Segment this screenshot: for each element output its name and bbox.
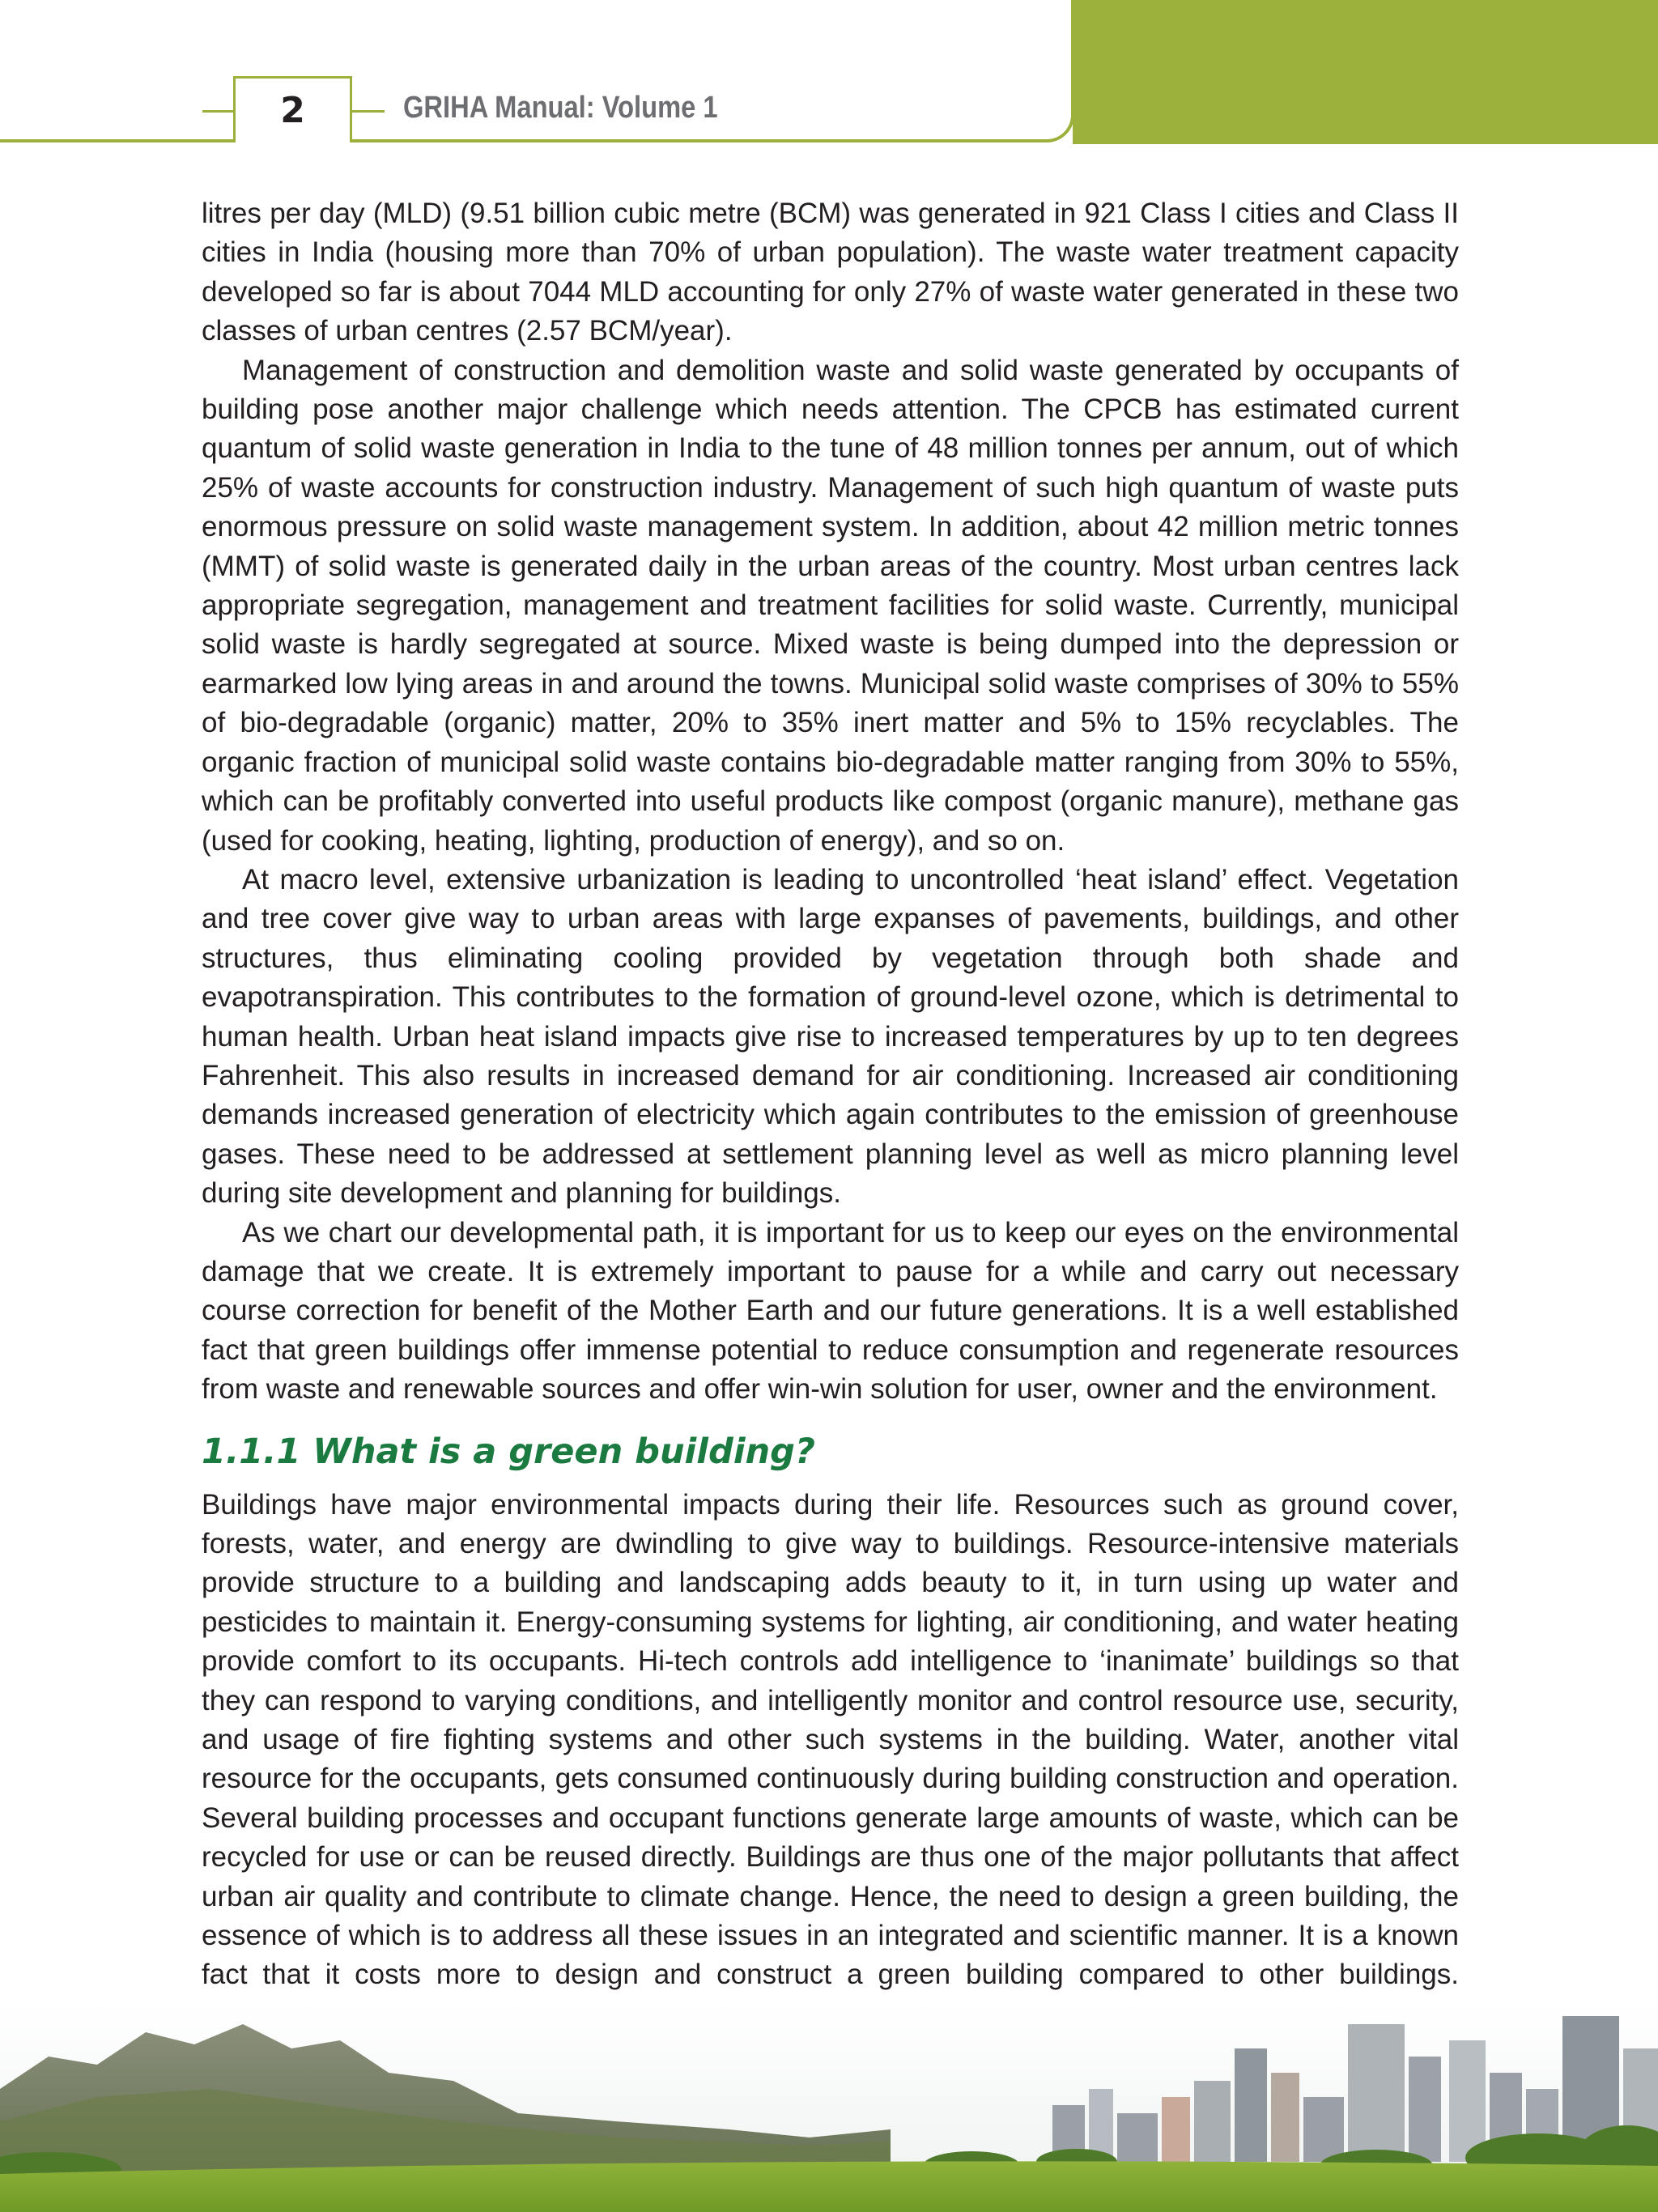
page-content bbox=[202, 194, 1459, 2034]
header-rule-mid bbox=[352, 110, 385, 113]
paragraph-4: As we chart our developmental path, it is important for us to keep our eyes on the environmental damage that we create. It is extremely important to pause for a while and carry out necessary course correction for benefit of the Mother Earth and our future generations. It is a well established fact that green buildings offer immense potential to reduce consumption and regenerate resources from waste and renewable sources and offer win-win solution for user, owner and the environment. bbox=[202, 1216, 1459, 1406]
header-green-band bbox=[1073, 0, 1658, 144]
paragraph-1: litres per day (MLD) (9.51 billion cubic metre (BCM) was generated in 921 Class I cities and Class II cities in India (housing more than 70% of urban population). The waste water treatment capacity developed so far is about 7044 MLD accounting for only 27% of waste water generated in these two classes of urban centres (2.57 BCM/year). bbox=[202, 198, 1459, 347]
grass-field bbox=[0, 2161, 1658, 2212]
header-rule-left bbox=[202, 110, 235, 113]
section-body: Buildings have major environmental impacts during their life. Resources such as ground cover, forests, water, and energy are dwindling to give way to buildings. Resource-intensive materials provide structure to a building and landscaping adds beauty to it, in turn using up water and pesticides to maintain it. Energy-consuming systems for lighting, air conditioning, and water heating provide comfort to its occupants. Hi-tech controls add intelligence to ‘inanimate’ buildings so that they can respond to varying conditions, and intelligently monitor and control resource use, security, and usage of fire fighting systems and other such systems in the building. Water, another vital resource for the occupants, gets consumed continuously during building construction and operation. Several building processes and occupant functions generate large amounts of waste, which can be recycled for use or can be reused directly. Buildings are thus one of the major pollutants that affect urban air quality and contribute to climate change. Hence, the need to design a green building, the essence of which is to address all these issues in an integrated and scientific manner. It is a known fact that it costs more to design and construct a green building compared to other buildings. bbox=[202, 1488, 1459, 1991]
section-heading: 1.1.1 What is a green building? bbox=[202, 1431, 815, 1472]
paragraph-3: At macro level, extensive urbanization is leading to uncontrolled ‘heat island’ effect. Vegetation and tree cover give way to urban areas with large expanses of pavements, buildings, and other structures, thus eliminating cooling provided by vegetation through both shade and evapotranspiration. This contributes to the formation of ground-level ozone, which is detrimental to human health. Urban heat island impacts give rise to increased temperatures by up to ten degrees Fahrenheit. This also results in increased demand for air conditioning. Increased air conditioning demands increased generation of electricity which again contributes to the emission of greenhouse gases. These need to be addressed at settlement planning level as well as micro planning level during site development and planning for buildings. bbox=[202, 863, 1459, 1210]
running-title: GRIHA Manual: Volume 1 bbox=[403, 91, 718, 125]
landscape-illustration bbox=[0, 2000, 1658, 2212]
paragraph-2: Management of construction and demolition waste and solid waste generated by occupants of building pose another major challenge which needs attention. The CPCB has estimated current quantum of solid waste generation in India to the tune of 48 million tonnes per annum, out of which 25% of waste accounts for construction industry. Management of such high quantum of waste puts enormous pressure on solid waste management system. In addition, about 42 million metric tonnes (MMT) of solid waste is generated daily in the urban areas of the country. Most urban centres lack appropriate segregation, management and treatment facilities for solid waste. Currently, municipal solid waste is hardly segregated at source. Mixed waste is being dumped into the depression or earmarked low lying areas in and around the towns. Municipal solid waste comprises of 30% to 55% of bio-degradable (organic) matter, 20% to 35% inert matter and 5% to 15% recyclables. The organic fraction of municipal solid waste contains bio-degradable matter ranging from 30% to 55%, which can be profitably converted into useful products like compost (organic manure), methane gas (used for cooking, heating, lighting, production of energy), and so on. bbox=[202, 354, 1459, 857]
page-number: 2 bbox=[233, 76, 352, 143]
